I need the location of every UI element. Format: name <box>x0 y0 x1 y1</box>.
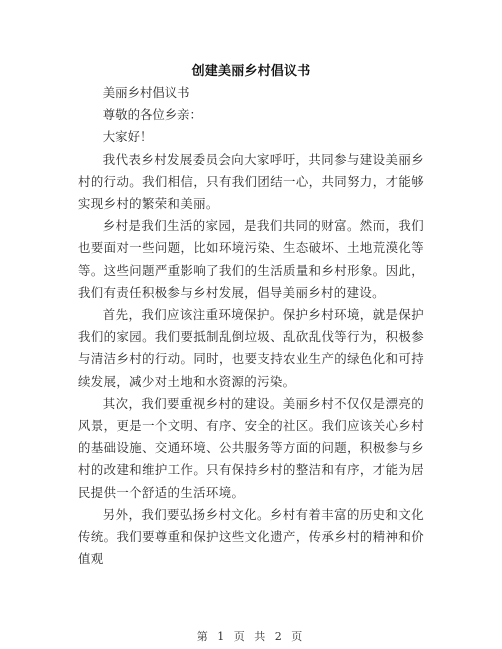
document-body <box>78 82 424 570</box>
document-title: 创建美丽乡村倡议书 <box>191 64 311 79</box>
page-number-footer: 第 1 页 共 2 页 <box>196 630 306 643</box>
paragraph-5: 另外，我们要弘扬乡村文化。乡村有着丰富的历史和文化传统。我们要尊重和保护这些文化遗产，传承乡村的精神和价值观 <box>78 506 424 567</box>
paragraph-3: 首先，我们应该注重环境保护。保护乡村环境，就是保护我们的家园。我们要抵制乱倒垃圾、乱砍乱伐等行为，积极参与清洁乡村的行动。同时，也要支持农业生产的绿色化和可持续发展，减少对土地和水资源的污染。 <box>78 307 424 389</box>
paragraph-1: 我代表乡村发展委员会向大家呼吁，共同参与建设美丽乡村的行动。我们相信，只有我们团结一心，共同努力，才能够实现乡村的繁荣和美丽。 <box>78 151 424 212</box>
paragraph-greeting: 大家好！ <box>102 129 153 145</box>
paragraph-salutation: 尊敬的各位乡亲： <box>102 107 202 123</box>
paragraph-2: 乡村是我们生活的家园，是我们共同的财富。然而，我们也要面对一些问题，比如环境污染、生态破坏、土地荒漠化等等。这些问题严重影响了我们的生活质量和乡村形象。因此，我们有责任积极参与乡村发展，倡导美丽乡村的建设。 <box>78 218 424 300</box>
paragraph-4: 其次，我们要重视乡村的建设。美丽乡村不仅仅是漂亮的风景，更是一个文明、有序、安全的社区。我们应该关心乡村的基础设施、交通环境、公共服务等方面的问题，积极参与乡村的改建和维护工作。只有保持乡村的整洁和有序，才能为居民提供一个舒适的生活环境。 <box>78 395 424 500</box>
paragraph-heading: 美丽乡村倡议书 <box>102 85 190 100</box>
